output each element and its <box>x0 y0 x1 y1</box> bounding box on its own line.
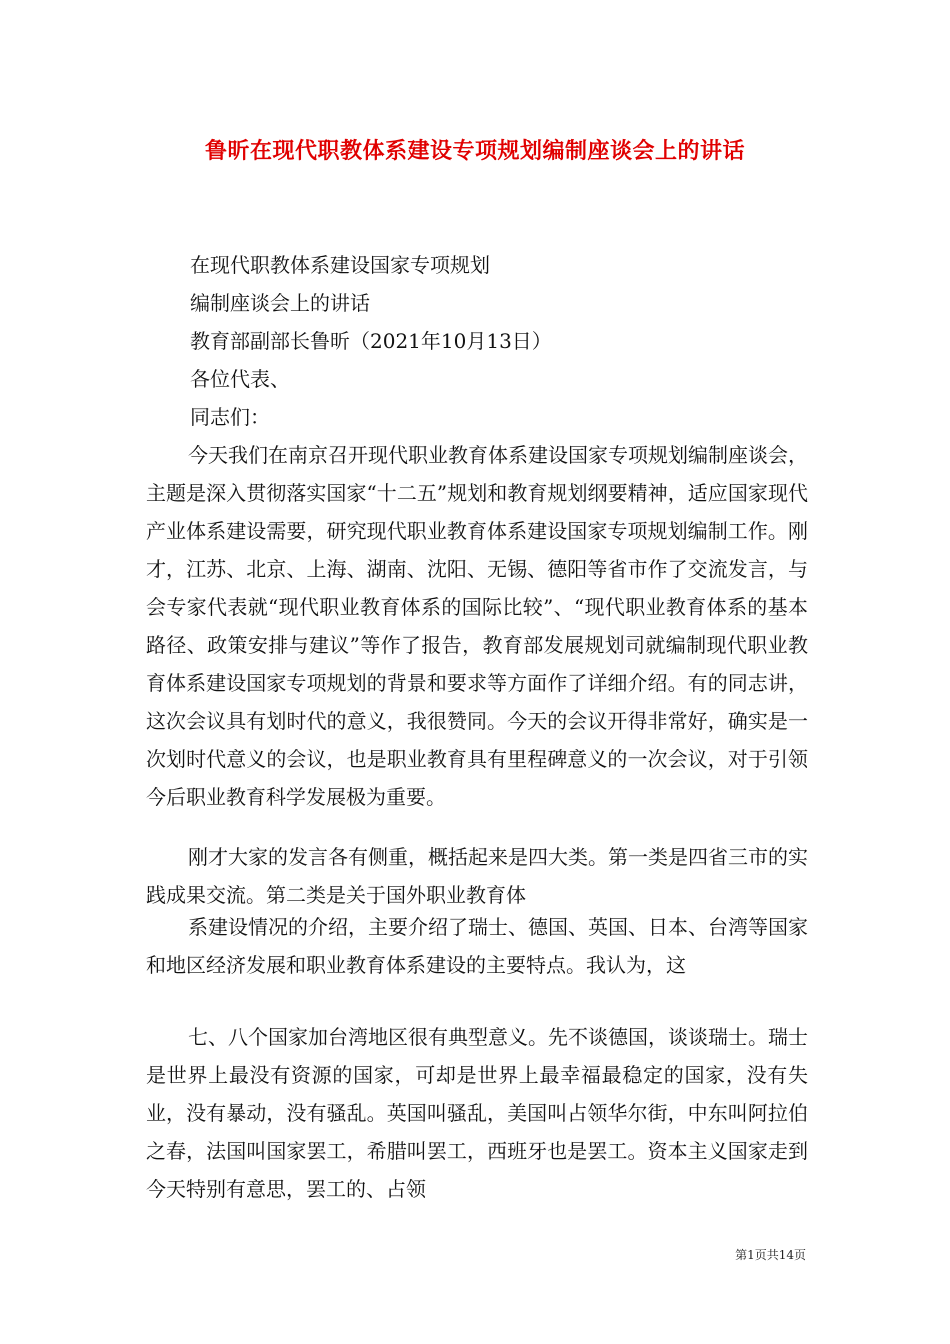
header-line-2: 编制座谈会上的讲话 <box>190 291 370 315</box>
header-line-1: 在现代职教体系建设国家专项规划 <box>190 253 490 277</box>
paragraph-2: 刚才大家的发言各有侧重，概括起来是四大类。第一类是四省三市的实践成果交流。第二类是关于国外职业教育体 <box>146 845 808 907</box>
paragraph-1: 今天我们在南京召开现代职业教育体系建设国家专项规划编制座谈会，主题是深入贯彻落实国家“十二五”规划和教育规划纲要精神，适应国家现代产业体系建设需要，研究现代职业教育体系建设国家专项规划编制工作。刚才，江苏、北京、上海、湖南、沈阳、无锡、德阳等省市作了交流发言，与会专家代表就“现代职业教育体系的国际比较”、“现代职业教育体系的基本路径、政策安排与建议”等作了报告，教育部发展规划司就编制现代职业教育体系建设国家专项规划的背景和要求等方面作了详细介绍。有的同志讲，这次会议具有划时代的意义，我很赞同。今天的会议开得非常好，确实是一次划时代意义的会议，也是职业教育具有里程碑意义的一次会议，对于引领今后职业教育科学发展极为重要。 <box>146 443 808 809</box>
page-number-footer: 第1页共14页 <box>735 1248 806 1262</box>
salutation-line-2: 同志们： <box>190 405 270 429</box>
salutation-line-1: 各位代表、 <box>190 367 290 391</box>
speaker-date-line: 教育部副部长鲁昕（2021年10月13日） <box>190 329 552 353</box>
paragraph-3: 系建设情况的介绍，主要介绍了瑞士、德国、英国、日本、台湾等国家和地区经济发展和职业教育体系建设的主要特点。我认为，这 <box>146 915 808 977</box>
document-title: 鲁昕在现代职教体系建设专项规划编制座谈会上的讲话 <box>204 138 745 164</box>
paragraph-4: 七、八个国家加台湾地区很有典型意义。先不谈德国，谈谈瑞士。瑞士是世界上最没有资源的国家，可却是世界上最幸福最稳定的国家，没有失业，没有暴动，没有骚乱。英国叫骚乱，美国叫占领华尔街，中东叫阿拉伯之春，法国叫国家罢工，希腊叫罢工，西班牙也是罢工。资本主义国家走到今天特别有意思，罢工的、占领 <box>146 1025 808 1201</box>
